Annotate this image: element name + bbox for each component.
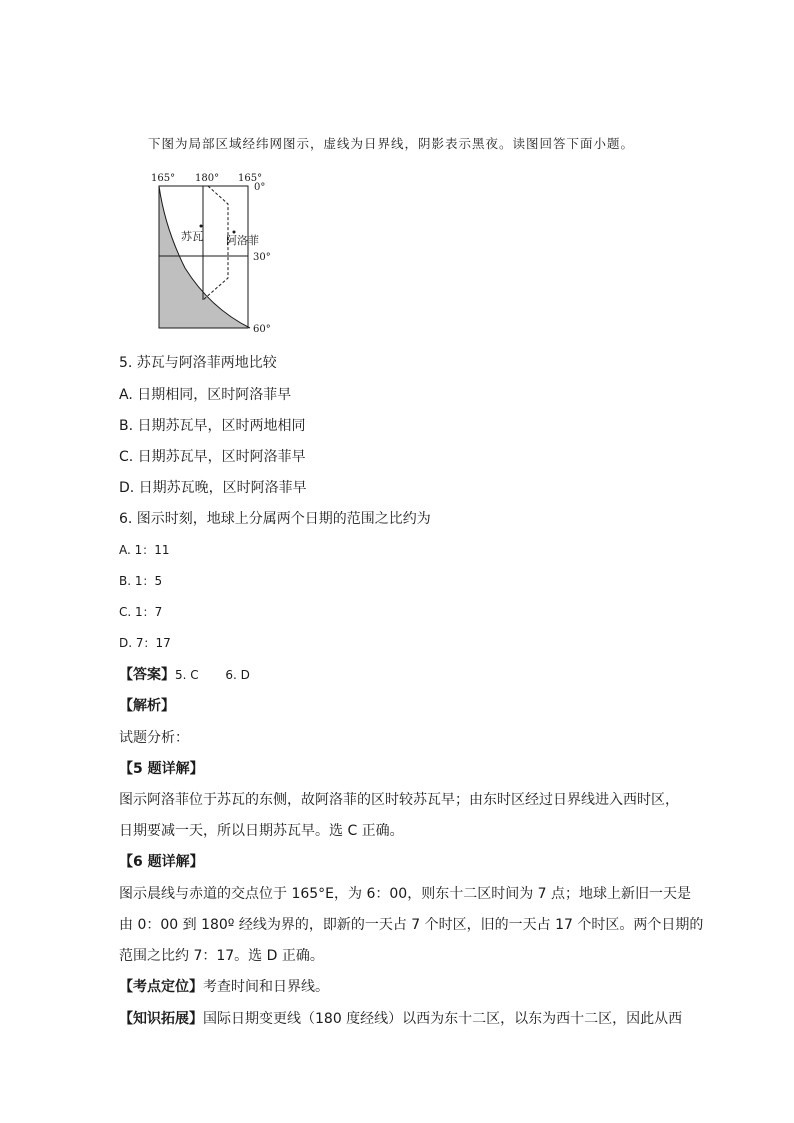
answer-label: 【答案】 xyxy=(119,667,175,683)
zhishi-text: 国际日期变更线（180 度经线）以西为东十二区，以东为西十二区，因此从西 xyxy=(203,1011,683,1027)
question-5-option-d: D. 日期苏瓦晚，区时阿洛菲早 xyxy=(119,480,307,496)
lat-label: 0° xyxy=(254,182,266,193)
question-5-option-b: B. 日期苏瓦早，区时两地相同 xyxy=(119,418,306,434)
kaodian-text: 考查时间和日界线。 xyxy=(203,979,329,995)
question-5-stem: 5. 苏瓦与阿洛菲两地比较 xyxy=(119,355,277,371)
lat-label: 30° xyxy=(253,252,271,263)
kaodian-line xyxy=(119,976,329,996)
zhishi-label: 【知识拓展】 xyxy=(119,1011,203,1027)
kaodian-label: 【考点定位】 xyxy=(119,979,203,995)
q5-detail-line: 日期要减一天，所以日期苏瓦早。选 C 正确。 xyxy=(119,823,404,839)
analysis-label: 【解析】 xyxy=(119,698,175,714)
question-6-stem: 6. 图示时刻，地球上分属两个日期的范围之比约为 xyxy=(119,511,431,527)
answer-line xyxy=(119,664,250,684)
lat-lon-grid-figure xyxy=(140,168,280,338)
place-suwa-label: 苏瓦 xyxy=(181,230,203,243)
date-line xyxy=(203,186,228,300)
q6-detail-line: 范围之比约 7：17。选 D 正确。 xyxy=(119,948,324,964)
q5-detail-heading: 【5 题详解】 xyxy=(119,761,204,777)
question-6-option-c: C. 1：7 xyxy=(119,605,163,619)
question-5-option-a: A. 日期相同，区时阿洛菲早 xyxy=(119,387,292,403)
q6-detail-line: 图示晨线与赤道的交点位于 165°E，为 6：00，则东十二区时间为 7 点；地球上新旧一天是 xyxy=(119,886,691,902)
answer-text: 5. C 6. D xyxy=(175,668,250,682)
lon-label: 180° xyxy=(195,173,220,184)
question-6-option-b: B. 1：5 xyxy=(119,574,163,588)
question-5-option-c: C. 日期苏瓦早，区时阿洛菲早 xyxy=(119,449,306,465)
q6-detail-line: 由 0：00 到 180º 经线为界的，即新的一天占 7 个时区，旧的一天占 17 个时区。两个日期的 xyxy=(119,917,704,933)
suwa-dot xyxy=(200,225,203,228)
q5-detail-line: 图示阿洛菲位于苏瓦的东侧，故阿洛菲的区时较苏瓦早；由东时区经过日界线进入西时区， xyxy=(119,792,679,808)
night-shade xyxy=(159,186,250,328)
lat-label: 60° xyxy=(253,324,271,335)
question-6-option-d: D. 7：17 xyxy=(119,636,171,650)
lon-label: 165° xyxy=(238,173,263,184)
analysis-intro: 试题分析： xyxy=(119,730,189,746)
q6-detail-heading: 【6 题详解】 xyxy=(119,854,204,870)
question-6-option-a: A. 1：11 xyxy=(119,543,170,557)
lon-label: 165° xyxy=(151,173,176,184)
intro-text: 下图为局部区域经纬网图示，虚线为日界线，阴影表示黑夜。读图回答下面小题。 xyxy=(148,136,635,151)
place-aluofei-label: 阿洛菲 xyxy=(226,234,259,247)
zhishi-line xyxy=(119,1008,682,1028)
